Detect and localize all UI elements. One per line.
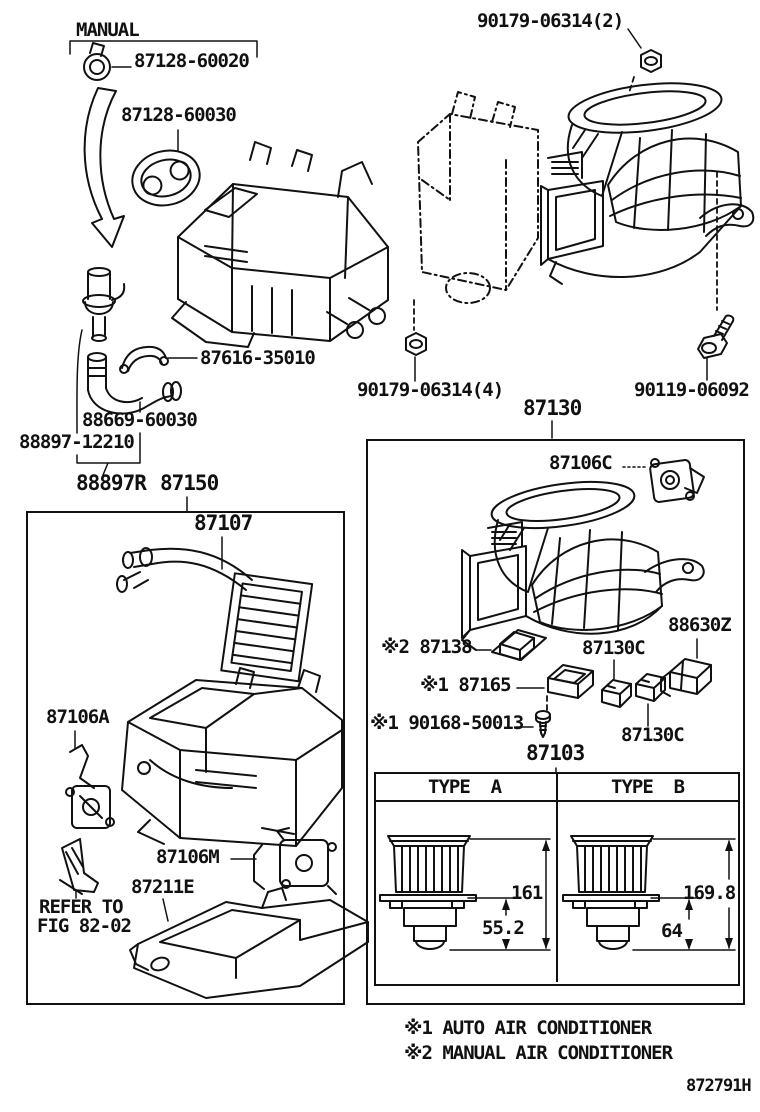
dim-type-a-motor: 55.2 <box>482 917 524 939</box>
nut-90179-4-drawing <box>406 300 426 381</box>
refer-note-line2: FIG 82-02 <box>37 915 131 937</box>
part-label-90119-06092: 90119-06092 <box>634 379 749 401</box>
part-label-88897-12210: 88897-12210 <box>19 431 134 453</box>
part-label-87128-60020: 87128-60020 <box>134 50 249 72</box>
heater-unit-drawing <box>172 142 388 347</box>
manual-note: MANUAL <box>76 19 139 41</box>
part-label-87211E: 87211E <box>131 876 194 898</box>
footnote-auto-ac: ※1 AUTO AIR CONDITIONER <box>404 1017 652 1039</box>
flow-arrow <box>85 88 124 247</box>
part-label-87106C: 87106C <box>549 452 612 474</box>
part-label-87130C-lower: 87130C <box>621 724 684 746</box>
part-label-87150: 87150 <box>160 471 219 495</box>
water-valve-hose-drawing <box>83 268 181 414</box>
footnote-manual-ac: ※2 MANUAL AIR CONDITIONER <box>404 1042 673 1064</box>
part-label-88897R: 88897R <box>76 471 146 495</box>
refer-note-line1: REFER TO <box>39 896 123 918</box>
part-label-90168-50013: ※1 90168-50013 <box>370 712 524 734</box>
dim-type-b-motor: 64 <box>661 920 682 942</box>
part-label-90179-06314-2: 90179-06314(2) <box>477 10 624 32</box>
part-label-87130: 87130 <box>523 396 582 420</box>
table-header-type-b: TYPE B <box>611 776 685 798</box>
part-label-87106A: 87106A <box>46 706 109 728</box>
part-label-87130C-upper: 87130C <box>582 637 645 659</box>
grommet-drawing <box>126 130 205 212</box>
part-label-88630Z: 88630Z <box>668 614 731 636</box>
dim-type-a-overall: 161 <box>511 882 543 904</box>
part-label-87103: 87103 <box>526 741 585 765</box>
part-label-87616-35010: 87616-35010 <box>200 347 315 369</box>
part-label-87165: ※1 87165 <box>420 674 511 696</box>
pipe-clamp-drawing <box>120 347 197 373</box>
dim-type-b-overall: 169.8 <box>683 882 736 904</box>
table-center-divider <box>556 772 558 982</box>
part-label-87107: 87107 <box>194 511 253 535</box>
hose-clamp-drawing <box>84 43 131 80</box>
table-header-type-a: TYPE A <box>428 776 502 798</box>
bolt-90119-drawing <box>698 172 733 380</box>
part-label-87128-60030: 87128-60030 <box>121 104 236 126</box>
part-label-87106M: 87106M <box>156 846 219 868</box>
evaporator-case-drawing <box>418 92 538 303</box>
blower-assembly-top-drawing <box>541 76 753 284</box>
part-label-88669-60030: 88669-60030 <box>82 409 197 431</box>
part-label-87138: ※2 87138 <box>381 636 472 658</box>
part-label-90179-06314-4: 90179-06314(4) <box>357 379 504 401</box>
figure-code: 872791H <box>686 1076 751 1096</box>
